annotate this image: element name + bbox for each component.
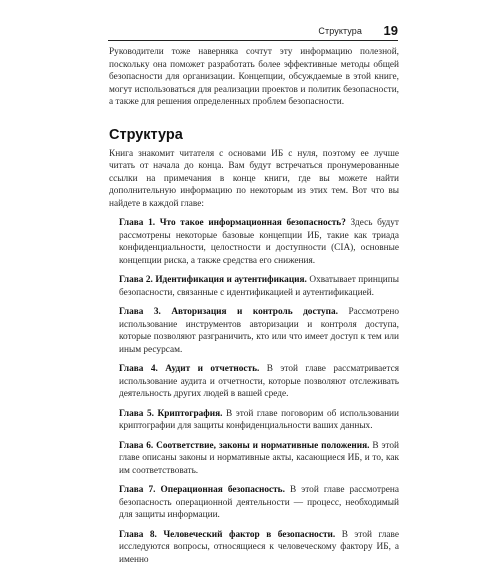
running-header-title: Структура xyxy=(318,26,362,36)
chapter-item xyxy=(119,306,399,356)
chapter-title: Глава 6. Соответствие, законы и нормативные положения. xyxy=(119,440,370,451)
chapter-item xyxy=(119,217,399,267)
page-number: 19 xyxy=(383,23,398,38)
chapter-description: В этой главе описаны законы и нормативные акты, касающиеся ИБ, и то, как им соответствовать. xyxy=(119,440,399,476)
chapter-item xyxy=(119,363,399,401)
chapter-description: В этой главе рассматривается использование аудита и отчетности, которые позволяют отслеживать деятельность других людей в вашей среде. xyxy=(119,364,399,399)
chapter-title: Глава 4. Аудит и отчетность. xyxy=(119,364,260,374)
chapter-item xyxy=(119,440,399,478)
chapter-description: В этой главе поговорим об использовании криптографии для защиты конфиденциальности ваших данных. xyxy=(119,408,399,431)
chapter-description: Рассмотрено использование инструментов авторизации и контроля доступа, которые позволяют разграничить, кто или что имеет доступ к тем или иным ресурсам. xyxy=(119,307,400,355)
chapter-item xyxy=(119,274,399,299)
chapter-title: Глава 1. Что такое информационная безопасность? xyxy=(119,218,346,228)
section-intro-paragraph: Книга знакомит читателя с основами ИБ с нуля, поэтому ее лучше читать от начала до конца. Вам будут встречаться пронумерованные ссылки на примечания в конце книги, где вы можете найти дополнительную информацию по некоторым из этих тем. Вот что вы найдете в каждой главе: xyxy=(109,148,399,209)
chapter-title: Глава 7. Операционная безопасность. xyxy=(119,485,285,495)
chapter-item xyxy=(119,408,399,433)
chapter-title: Глава 5. Криптография. xyxy=(119,408,223,419)
chapter-title: Глава 3. Авторизация и контроль доступа. xyxy=(119,307,338,317)
chapter-description: Здесь будут рассмотрены некоторые базовые концепции ИБ, такие как триада конфиденциальности, целостности и доступности (CIA), основные концепции риска, а также средства его снижения. xyxy=(119,218,399,266)
chapter-title: Глава 2. Идентификация и аутентификация. xyxy=(119,275,307,285)
section-heading: Структура xyxy=(109,126,183,143)
chapter-description: В этой главе исследуются вопросы, относящиеся к человеческому фактору ИБ, а именно xyxy=(119,529,400,565)
chapter-description: Охватывает принципы безопасности, связанные с идентификацией и аутентификацией. xyxy=(119,275,399,298)
chapter-description: В этой главе рассмотрена безопасность операционной деятельности — процесс, необходимый для защиты информации. xyxy=(119,485,399,520)
intro-paragraph: Руководители тоже наверняка сочтут эту информацию полезной, поскольку она поможет разработать более эффективные методы общей безопасности для организации. Концепции, обсуждаемые в этой книге, могут использоваться для реализации проектов и политик безопасности, а также для решения определенных проблем безопасности. xyxy=(109,47,399,107)
chapter-item xyxy=(119,529,399,567)
page-header xyxy=(108,23,398,41)
chapter-item xyxy=(119,484,399,522)
page-body xyxy=(109,46,399,573)
chapter-title: Глава 8. Человеческий фактор в безопасности. xyxy=(119,529,336,540)
